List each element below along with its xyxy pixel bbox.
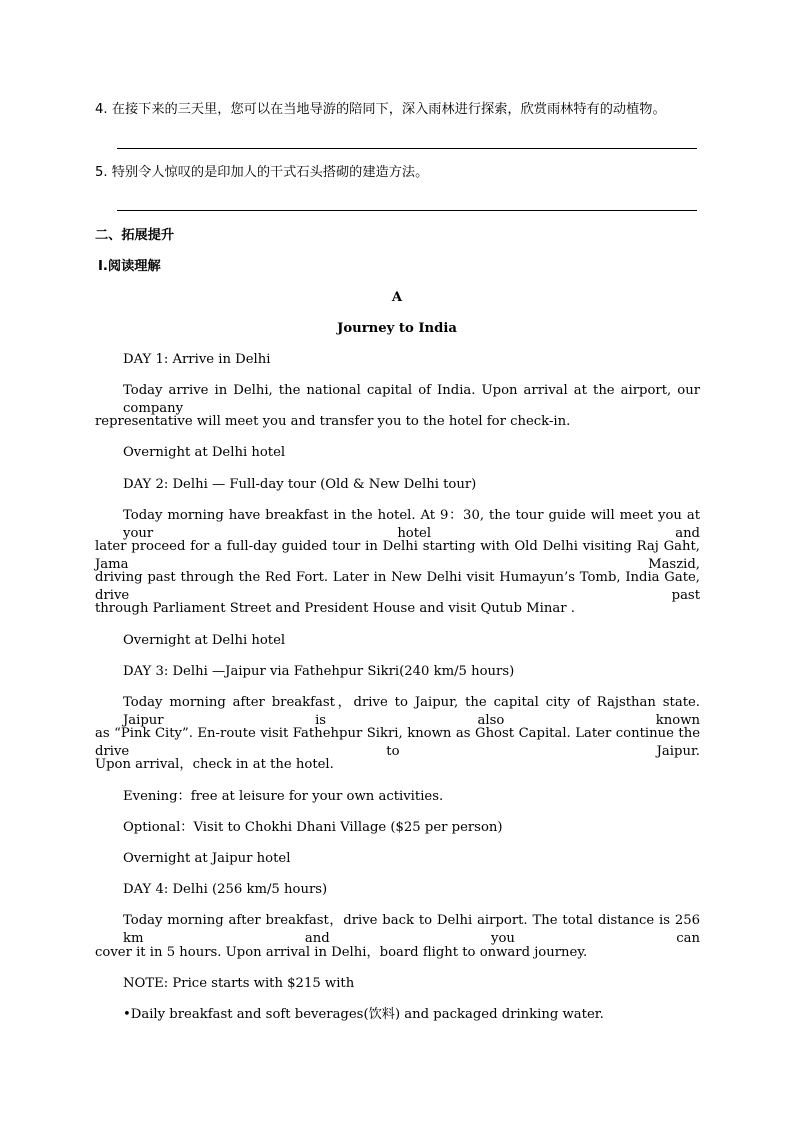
question-number: 4. — [95, 102, 108, 117]
question-text: 特别令人惊叹的是印加人的干式石头搭砌的建造方法。 — [111, 165, 429, 180]
answer-line-5[interactable] — [117, 210, 697, 211]
question-text: 在接下来的三天里，您可以在当地导游的陪同下，深入雨林进行探索，欣赏雨林特有的动植物。 — [111, 102, 666, 117]
passage-title: Journey to India — [337, 321, 457, 336]
passage-letter: A — [391, 290, 403, 305]
passage-line: driving past through the Red Fort. Later in New Delhi visit Humayun’s Tomb, India Gate, drive past — [95, 570, 700, 603]
section-heading: 二、拓展提升 — [95, 228, 175, 243]
question-4 — [95, 101, 666, 119]
passage-line: Today morning after breakfast，drive back to Delhi airport. The total distance is 256 km and you can — [123, 913, 700, 946]
section-subheading: Ⅰ.阅读理解 — [98, 259, 161, 274]
passage-line: DAY 1: Arrive in Delhi — [123, 352, 271, 367]
passage-line: Overnight at Jaipur hotel — [123, 851, 291, 866]
passage-line: Evening：free at leisure for your own activities. — [123, 789, 444, 804]
passage-line: as “Pink City”. En-route visit Fathehpur Sikri, known as Ghost Capital. Later continue the drive to Jaipur. — [95, 726, 700, 759]
passage-line: •Daily breakfast and soft beverages(饮料) and packaged drinking water. — [123, 1007, 604, 1022]
passage-line: Today morning after breakfast，drive to Jaipur, the capital city of Rajsthan state. Jaipur is also known — [123, 695, 700, 728]
passage-line: Overnight at Delhi hotel — [123, 445, 286, 460]
passage-line: Overnight at Delhi hotel — [123, 633, 286, 648]
passage-line: NOTE: Price starts with $215 with — [123, 976, 355, 991]
passage-line: DAY 3: Delhi —Jaipur via Fathehpur Sikri(240 km/5 hours) — [123, 664, 515, 679]
passage-line: Today morning have breakfast in the hotel. At 9：30, the tour guide will meet you at your hotel and — [123, 508, 700, 541]
passage-line: cover it in 5 hours. Upon arrival in Delhi，board flight to onward journey. — [95, 945, 588, 960]
passage-line: Optional：Visit to Chokhi Dhani Village ($25 per person) — [123, 820, 503, 835]
question-number: 5. — [95, 165, 108, 180]
passage-line: DAY 2: Delhi — Full-day tour (Old & New Delhi tour) — [123, 477, 477, 492]
passage-line: DAY 4: Delhi (256 km/5 hours) — [123, 882, 328, 897]
passage-line: Today arrive in Delhi, the national capital of India. Upon arrival at the airport, our company — [123, 383, 700, 416]
passage-line: representative will meet you and transfer you to the hotel for check-in. — [95, 414, 571, 429]
question-5 — [95, 164, 428, 182]
passage-line: through Parliament Street and President House and visit Qutub Minar . — [95, 601, 575, 616]
passage-line: Upon arrival，check in at the hotel. — [95, 757, 334, 772]
passage-line: later proceed for a full-day guided tour in Delhi starting with Old Delhi visiting Raj Gaht, Jama Maszid, — [95, 539, 700, 572]
answer-line-4[interactable] — [117, 148, 697, 149]
